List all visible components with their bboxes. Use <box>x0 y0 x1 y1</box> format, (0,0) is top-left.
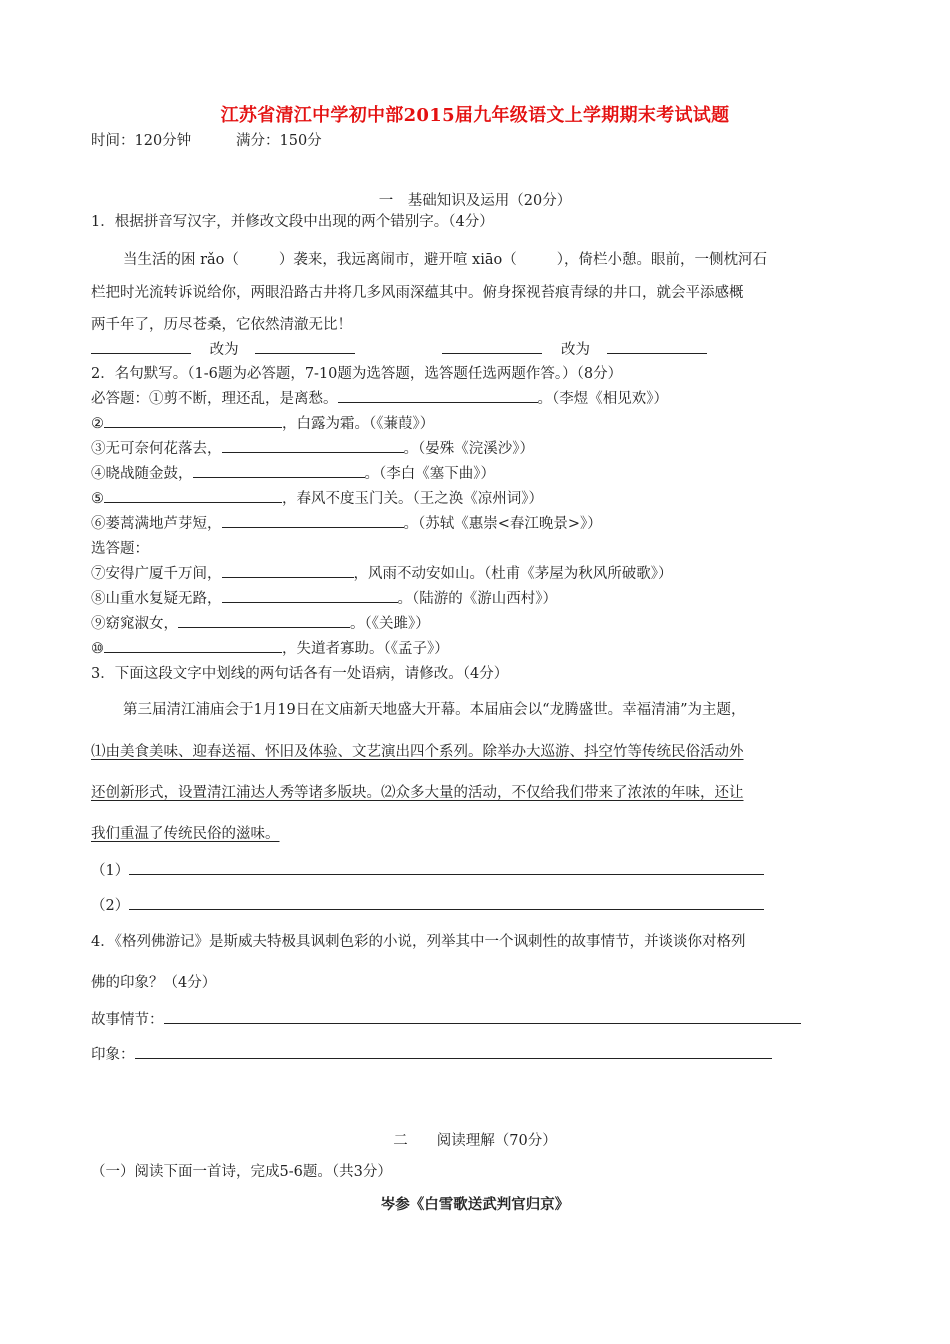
q1-heading: 1．根据拼音写汉字，并修改文段中出现的两个错别字。（4分） <box>91 214 494 230</box>
poem-title: 岑参《白雪歌送武判官归京》 <box>380 1196 570 1213</box>
reading-sub-heading-1: （一）阅读下面一首诗，完成5-6题。（共3分） <box>91 1164 392 1180</box>
answer-blank-8[interactable] <box>222 588 398 603</box>
exam-time: 时间：120分钟 <box>91 133 192 149</box>
q2-3-source: 。（晏殊《浣溪沙》） <box>403 441 534 457</box>
answer-blank-7[interactable] <box>222 563 354 578</box>
q3-underlined-line-1: ⑴由美食美味、迎春送福、怀旧及体验、文艺演出四个系列。除举办大巡游、抖空竹等传统民俗活动外 <box>91 744 744 760</box>
q2-9-source: 。（《关雎》） <box>350 616 430 632</box>
answer-blank-5[interactable] <box>104 488 282 503</box>
q3-answer-2-label: （2） <box>91 898 130 914</box>
fix-blank-2[interactable] <box>607 339 707 354</box>
q2-6-text: ⑥蒌蒿满地芦芽短， <box>91 516 222 532</box>
answer-blank-6[interactable] <box>222 513 404 528</box>
answer-blank-1[interactable] <box>338 388 538 403</box>
page-title: 江苏省清江中学初中部2015届九年级语文上学期期末考试试题 <box>220 105 730 126</box>
q3-answer-2-blank[interactable] <box>129 895 764 910</box>
q2-1-text: ①剪不断，理还乱，是离愁。 <box>149 391 338 407</box>
q2-line-7 <box>91 562 673 583</box>
q2-line-10 <box>91 637 449 658</box>
q2-2-num: ② <box>91 416 104 432</box>
q3-answer-1-blank[interactable] <box>129 860 764 875</box>
q1-text-a: 当生活的困 rǎo（ <box>123 252 239 268</box>
q2-line-6 <box>91 512 602 533</box>
q2-5-text: ，春风不度玉门关。（王之涣《凉州词》） <box>282 491 543 507</box>
answer-blank-10[interactable] <box>104 638 282 653</box>
q2-line-9 <box>91 612 430 633</box>
q3-paragraph-line-1: 第三届清江浦庙会于1月19日在文庙新天地盛大开幕。本届庙会以“龙腾盛世。幸福清浦”为主题， <box>123 702 746 718</box>
q2-line-8 <box>91 587 557 608</box>
q1-paragraph-line-2: 栏把时光流转诉说给你，两眼沿路古井将几多风雨深蕴其中。俯身探视苔痕青绿的井口，就会平添感概 <box>91 285 744 301</box>
change-label-1: 改为 <box>209 342 239 358</box>
impression-answer-blank[interactable] <box>135 1044 772 1059</box>
q2-7-source: ，风雨不动安如山。（杜甫《茅屋为秋风所破歌》） <box>353 566 673 582</box>
q2-9-text: ⑨窈窕淑女， <box>91 616 178 632</box>
plot-answer-blank[interactable] <box>164 1009 801 1024</box>
section-2-heading: 二 阅读理解（70分） <box>393 1133 557 1149</box>
q2-line-4 <box>91 462 495 483</box>
q3-underlined-line-3: 我们重温了传统民俗的滋味。 <box>91 826 280 842</box>
answer-blank-3[interactable] <box>222 438 404 453</box>
q2-line-3 <box>91 437 534 458</box>
q2-1-source: 。（李煜《相见欢》） <box>537 391 668 407</box>
required-label: 必答题： <box>91 391 149 407</box>
q1-correction-row <box>91 338 707 359</box>
q4-impression-row <box>91 1043 772 1064</box>
optional-label: 选答题： <box>91 541 149 557</box>
q2-4-text: ④晓战随金鼓， <box>91 466 193 482</box>
q1-text-b: ）袭来，我远离闹市，避开喧 xiāo（ <box>278 252 517 268</box>
impression-label: 印象： <box>91 1047 135 1063</box>
fix-blank-1[interactable] <box>255 339 355 354</box>
q3-answer-1 <box>91 859 764 880</box>
change-label-2: 改为 <box>561 342 591 358</box>
q2-heading: 2．名句默写。（1-6题为必答题，7-10题为选答题，选答题任选两题作答。）（8分） <box>91 366 623 382</box>
section-1-heading: 一 基础知识及运用（20分） <box>378 193 572 209</box>
q1-paragraph-line-3: 两千年了，历尽苍桑，它依然清澈无比！ <box>91 317 352 333</box>
q2-line-5 <box>91 487 543 508</box>
q2-8-source: 。（陆游的《游山西村》） <box>397 591 557 607</box>
exam-full-score: 满分：150分 <box>236 133 322 149</box>
q2-4-source: 。（李白《塞下曲》） <box>364 466 495 482</box>
q2-6-source: 。（苏轼《惠崇<春江晚景>》） <box>403 516 602 532</box>
q1-text-c: ），倚栏小憩。眼前，一侧枕河石 <box>556 252 767 268</box>
q3-answer-1-label: （1） <box>91 863 130 879</box>
answer-blank-4[interactable] <box>193 463 365 478</box>
q4-plot-row <box>91 1008 801 1029</box>
q2-line-1 <box>91 387 668 408</box>
q2-2-text: ，白露为霜。（《蒹葭》） <box>282 416 435 432</box>
q1-paragraph-line-1 <box>123 248 767 269</box>
q3-heading: 3．下面这段文字中划线的两句话各有一处语病，请修改。（4分） <box>91 666 509 682</box>
plot-label: 故事情节： <box>91 1012 164 1028</box>
q4-heading-line-2: 佛的印象？（4分） <box>91 975 217 991</box>
answer-blank-9[interactable] <box>178 613 350 628</box>
q2-7-text: ⑦安得广厦千万间， <box>91 566 222 582</box>
q3-answer-2 <box>91 894 764 915</box>
q2-3-text: ③无可奈何花落去， <box>91 441 222 457</box>
q2-10-num: ⑩ <box>91 641 104 657</box>
q2-5-num: ⑤ <box>91 491 104 507</box>
answer-blank-2[interactable] <box>104 413 282 428</box>
q2-8-text: ⑧山重水复疑无路， <box>91 591 222 607</box>
q2-10-text: ，失道者寡助。（《孟子》） <box>282 641 449 657</box>
typo-blank-2[interactable] <box>442 339 542 354</box>
q2-line-2 <box>91 412 434 433</box>
q3-underlined-line-2: 还创新形式，设置清江浦达人秀等诸多版块。⑵众多大量的活动，不仅给我们带来了浓浓的年味，还让 <box>91 785 744 801</box>
typo-blank-1[interactable] <box>91 339 191 354</box>
q4-heading-line-1: 4．《格列佛游记》是斯威夫特极具讽刺色彩的小说，列举其中一个讽刺性的故事情节，并谈谈你对格列 <box>91 934 746 950</box>
